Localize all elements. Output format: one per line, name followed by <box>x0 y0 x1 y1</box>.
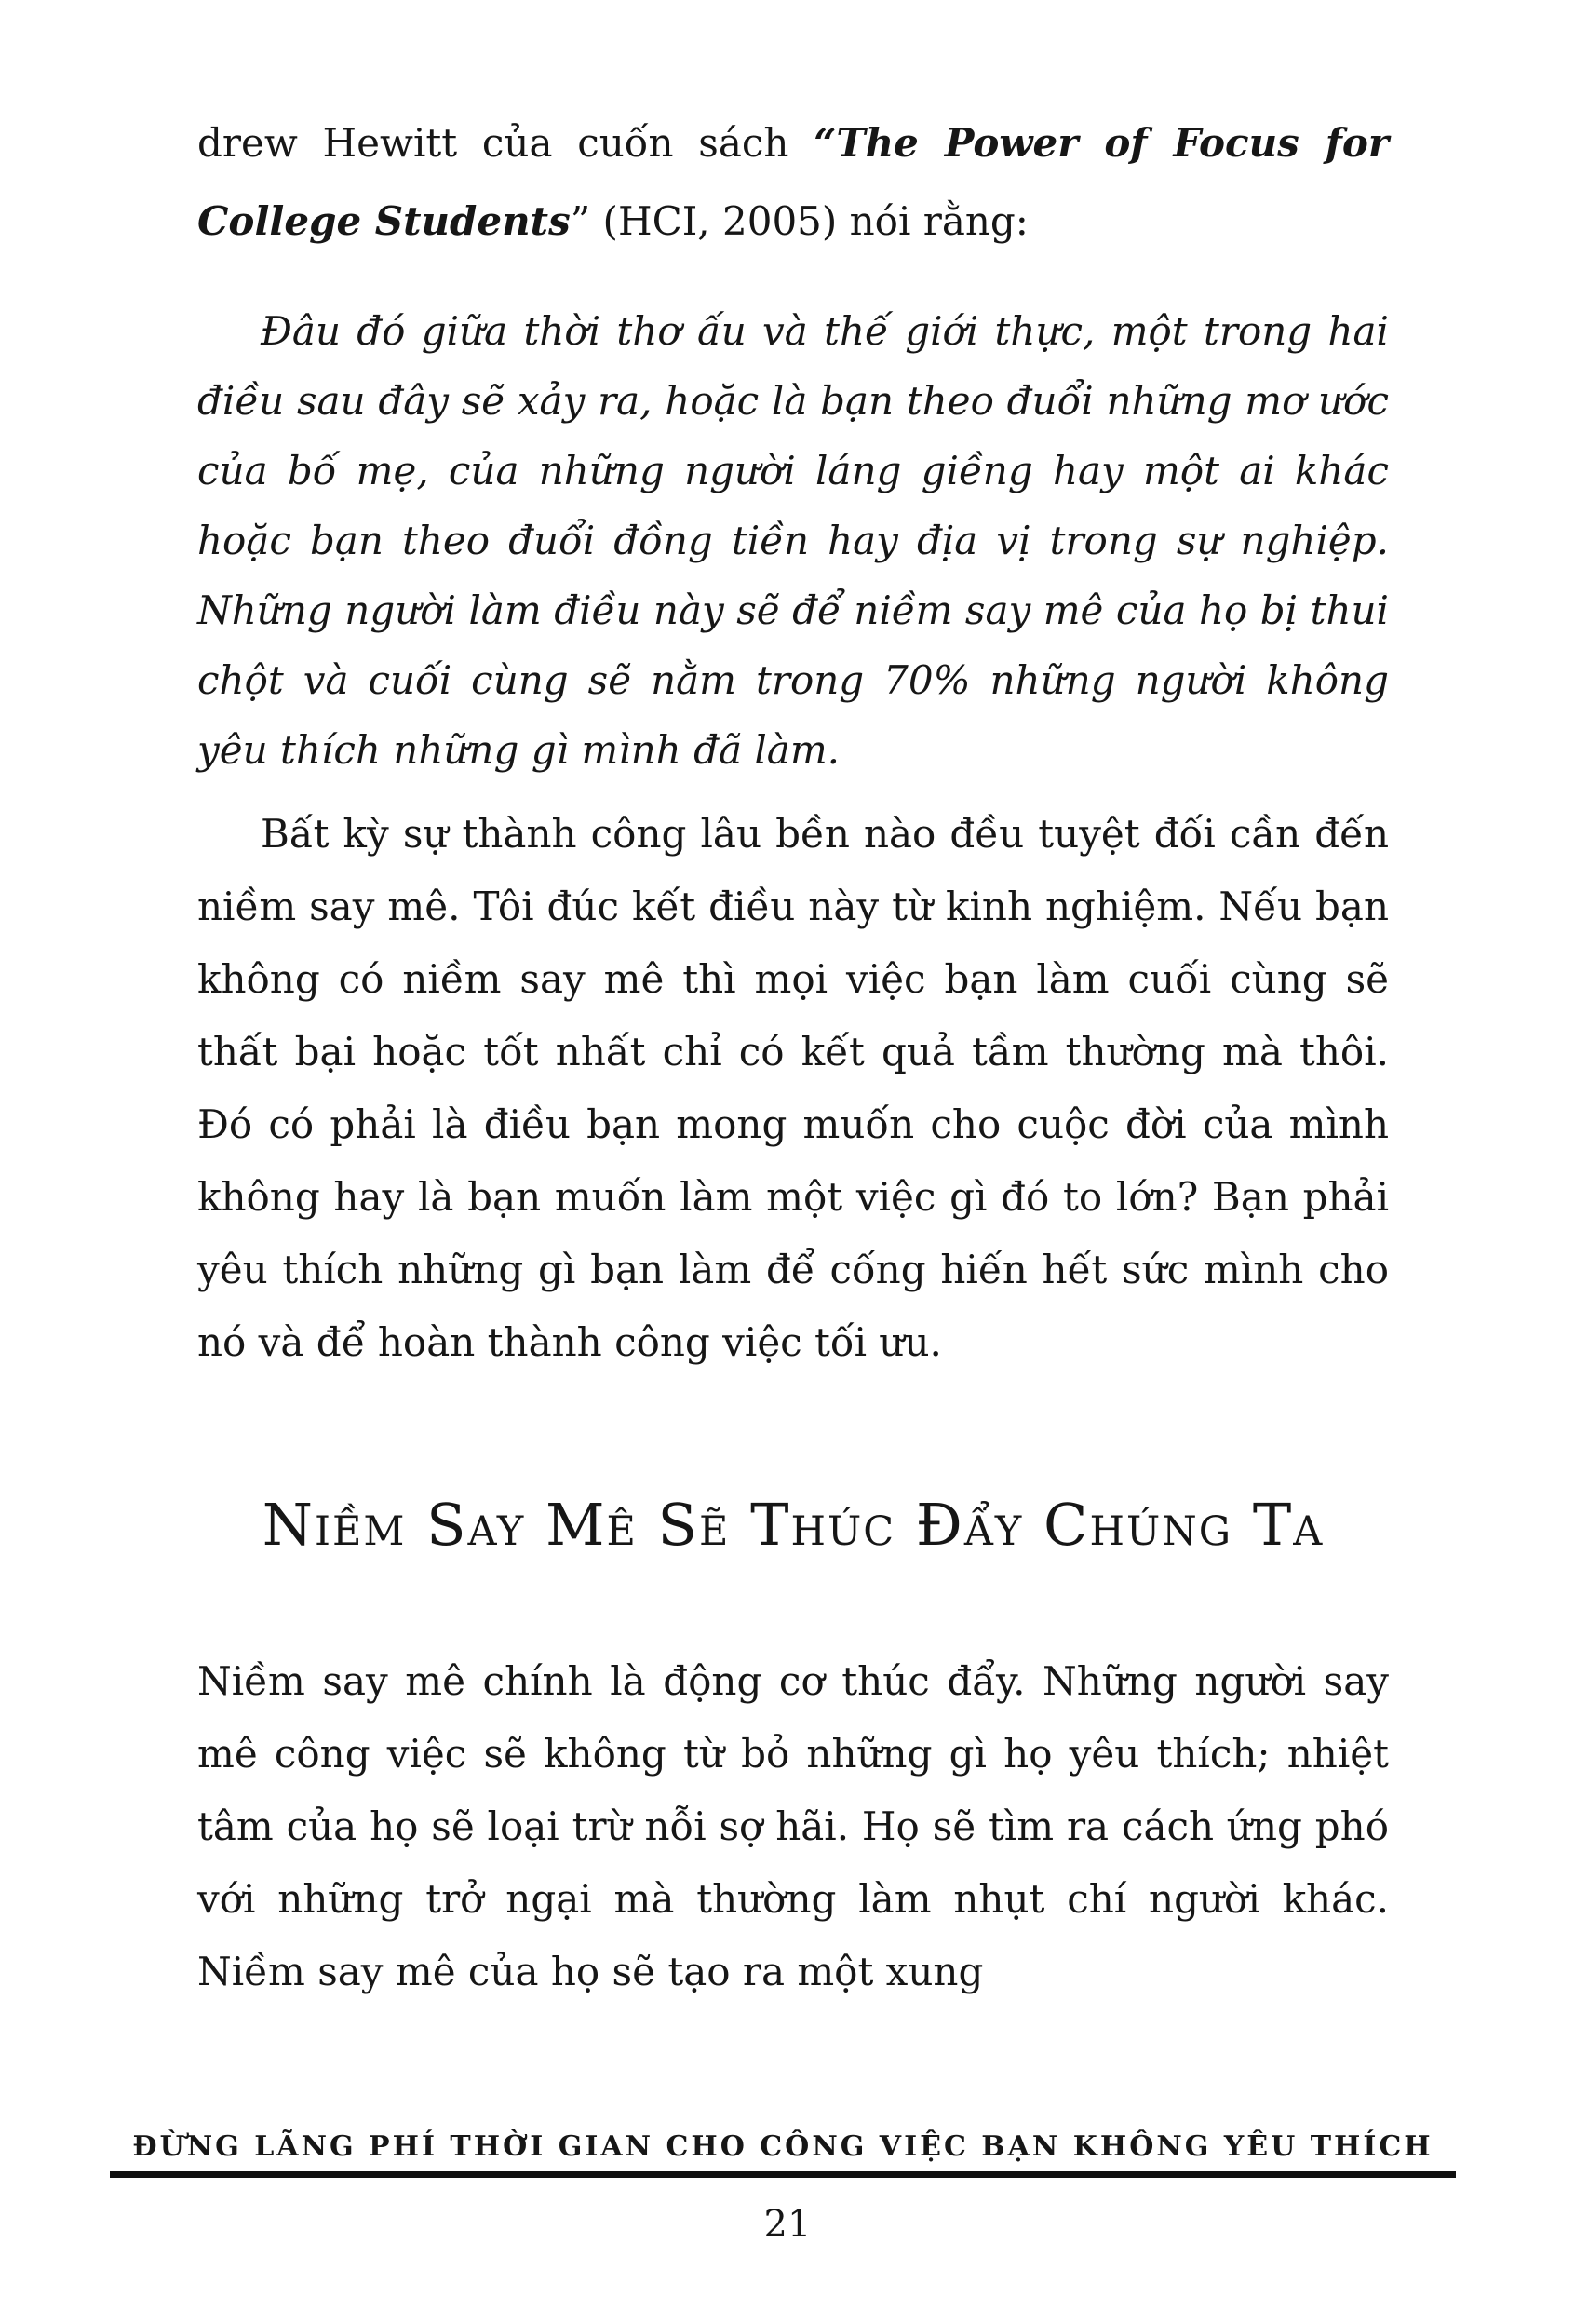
page-number: 21 <box>763 2203 812 2246</box>
body-paragraph-2: Bất kỳ sự thành công lâu bền nào đều tuyệt đối cần đến niềm say mê. Tôi đúc kết điều này từ kinh nghiệm. Nếu bạn không có niềm say mê thì mọi việc bạn làm cuối cùng sẽ thất bại hoặc tốt nhất chỉ có kết quả tầm thường mà thôi. Đó có phải là điều bạn mong muốn cho cuộc đời của mình không hay là bạn muốn làm một việc gì đó to lớn? Bạn phải yêu thích những gì bạn làm để cống hiến hết sức mình cho nó và để hoàn thành công việc tối ưu. <box>197 811 1389 1365</box>
text-segment: “The Power of Focus for College Students <box>197 120 1389 244</box>
footer-title: ĐỪNG LÃNG PHÍ THỜI GIAN CHO CÔNG VIỆC BẠN KHÔNG YÊU THÍCH <box>132 2130 1434 2163</box>
text-segment: drew Hewitt của cuốn sách <box>197 120 814 166</box>
page-body <box>197 104 1389 2008</box>
block-quote: Đâu đó giữa thời thơ ấu và thế giới thực, một trong hai điều sau đây sẽ xảy ra, hoặc là bạn theo đuổi những mơ ước của bố mẹ, của những người láng giềng hay một ai khác hoặc bạn theo đuổi đồng tiền hay địa vị trong sự nghiệp. Những người làm điều này sẽ để niềm say mê của họ bị thui chột và cuối cùng sẽ nằm trong 70% những người không yêu thích những gì mình đã làm. <box>197 308 1389 773</box>
body-paragraph-3: Niềm say mê chính là động cơ thúc đẩy. Những người say mê công việc sẽ không từ bỏ những gì họ yêu thích; nhiệt tâm của họ sẽ loại trừ nỗi sợ hãi. Họ sẽ tìm ra cách ứng phó với những trở ngại mà thường làm nhụt chí người khác. Niềm say mê của họ sẽ tạo ra một xung <box>197 1658 1389 1994</box>
intro-paragraph <box>197 104 1389 261</box>
section-heading: Niềm Say Mê Sẽ Thúc Đẩy Chúng Ta <box>262 1491 1325 1559</box>
running-footer <box>110 2130 1456 2178</box>
footer-rule <box>110 2171 1456 2178</box>
text-segment: ” (HCI, 2005) nói rằng: <box>570 198 1029 244</box>
